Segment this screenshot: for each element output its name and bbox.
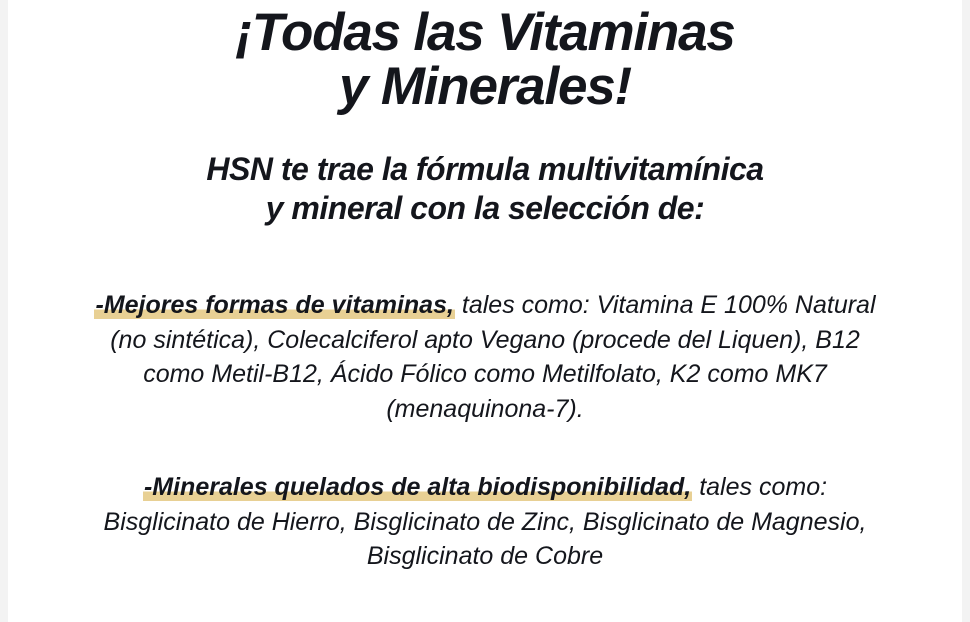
page-title-line-2: y Minerales! bbox=[339, 57, 631, 117]
section-vitamins-paragraph bbox=[90, 288, 880, 426]
section-minerals-highlight: -Minerales quelados de alta biodisponibilidad, bbox=[143, 473, 692, 502]
section-minerals-paragraph bbox=[90, 470, 880, 574]
page-title bbox=[60, 0, 910, 117]
section-minerals bbox=[60, 426, 910, 574]
page-subtitle-line-1: HSN te trae la fórmula multivitamínica bbox=[206, 151, 764, 188]
section-minerals-text: tales como: Bisglicinato de Hierro, Bisglicinato de Zinc, Bisglicinato de Magnesio, Bisglicinato de Cobre bbox=[103, 473, 867, 571]
section-vitamins bbox=[60, 228, 910, 426]
section-vitamins-text: tales como: Vitamina E 100% Natural (no sintética), Colecalciferol apto Vegano (procede del Liquen), B12 como Metil-B12, Ácido Fólico como Metilfolato, K2 como MK7 (menaquinona-7). bbox=[110, 291, 876, 423]
page-left-edge bbox=[0, 0, 8, 622]
page-subtitle bbox=[60, 114, 910, 228]
page-right-edge bbox=[962, 0, 970, 622]
section-vitamins-highlight: -Mejores formas de vitaminas, bbox=[95, 291, 454, 320]
page-title-line-1: ¡Todas las Vitaminas bbox=[235, 3, 735, 62]
page-subtitle-line-2: y mineral con la selección de: bbox=[265, 190, 705, 227]
